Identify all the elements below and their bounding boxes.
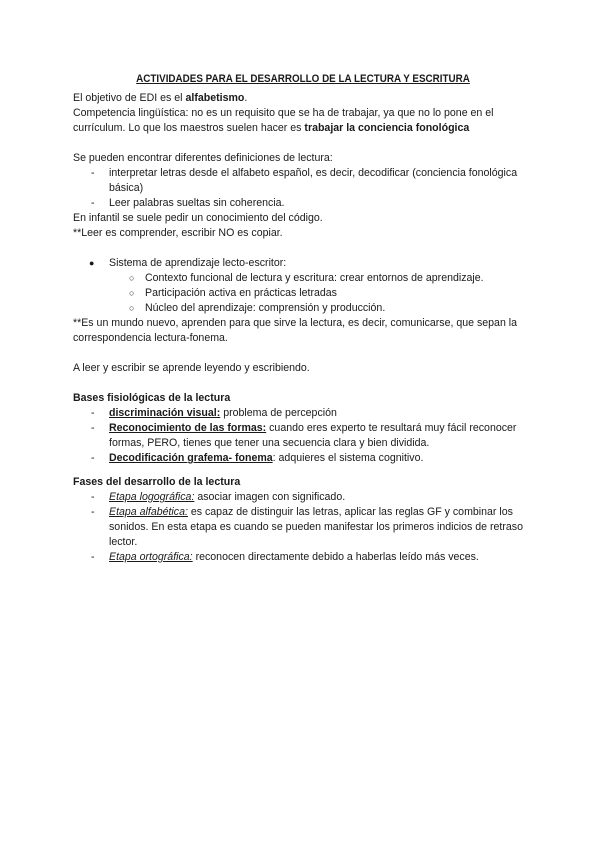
list-item [73,286,533,301]
circle-bullet-icon: ○ [129,288,135,298]
term: Decodificación grafema- fonema [109,452,273,464]
circle-bullet-icon: ○ [129,273,135,283]
term-text: asociar imagen con significado. [194,491,346,503]
fases-heading: Fases del desarrollo de la lectura [73,476,241,488]
term: discriminación visual: [109,407,221,419]
list-item [73,406,533,421]
list-item [73,505,533,550]
objetivo-end: . [244,92,248,104]
list-item: - interpretar letras desde el alfabeto español, es decir, decodificar (conciencia fonológica básica) [73,166,533,196]
list-item [73,451,533,466]
objetivo-text: El objetivo de EDI es el [73,92,186,104]
competencia-bold: trabajar la conciencia fonológica [304,122,470,134]
subitem-text: Participación activa en prácticas letradas [145,287,337,299]
term-text: : adquieres el sistema cognitivo. [272,452,424,464]
list-item [73,490,533,505]
circle-bullet-icon: ○ [129,303,135,313]
term-text: problema de percepción [220,407,337,419]
term: Etapa alfabética: [109,506,188,518]
list-item [73,421,533,451]
list-item [73,550,533,565]
competencia-paragraph [73,106,533,136]
subitem-text: Contexto funcional de lectura y escritura: crear entornos de aprendizaje. [145,272,484,284]
subitem-text: Núcleo del aprendizaje: comprensión y producción. [145,302,386,314]
definiciones-lead: Se pueden encontrar diferentes definiciones de lectura: [73,152,333,164]
objetivo-bold: alfabetismo [185,92,245,104]
list-item [73,256,533,316]
term-text: cuando eres experto te resultará muy fácil reconocer formas, PERO, tienes que tener una secuencia clara y bien dividida. [109,422,517,449]
bases-list [73,406,533,466]
infantil-paragraph: En infantil se suele pedir un conocimiento del código. [73,212,323,224]
document-title: ACTIVIDADES PARA EL DESARROLLO DE LA LECTURA Y ESCRITURA [136,73,470,85]
fases-list [73,490,533,565]
sistema-sublist [109,271,533,316]
sistema-list [73,256,533,316]
term: Etapa ortográfica: [109,551,193,563]
mundo-paragraph: **Es un mundo nuevo, aprenden para que sirve la lectura, es decir, comunicarse, que sepan la correspondencia lectura-fonema. [73,317,518,344]
sistema-label: Sistema de aprendizaje lecto-escritor: [109,257,287,269]
list-item [73,301,533,316]
term-text: reconocen directamente debido a haberlas leído más veces. [192,551,479,563]
objetivo-paragraph [73,91,533,106]
bases-heading: Bases fisiológicas de la lectura [73,392,231,404]
list-item [73,271,533,286]
bullet-icon: ● [89,258,95,268]
term-text: es capaz de distinguir las letras, aplicar las reglas GF y combinar los sonidos. En esta etapa es cuando se pueden manifestar los primeros indicios de retraso lector. [109,506,523,548]
aleer-paragraph: A leer y escribir se aprende leyendo y escribiendo. [73,362,310,374]
definiciones-list [73,166,533,211]
term: Etapa logográfica: [109,491,195,503]
term: Reconocimiento de las formas: [109,422,267,434]
competencia-text: Competencia lingüística: no es un requisito que se ha de trabajar, ya que no lo pone en el currículum. Lo que los maestros suelen hacer es [73,107,494,134]
leer-paragraph: **Leer es comprender, escribir NO es copiar. [73,227,283,239]
list-item: - Leer palabras sueltas sin coherencia. [73,196,533,211]
document-page [73,72,533,565]
